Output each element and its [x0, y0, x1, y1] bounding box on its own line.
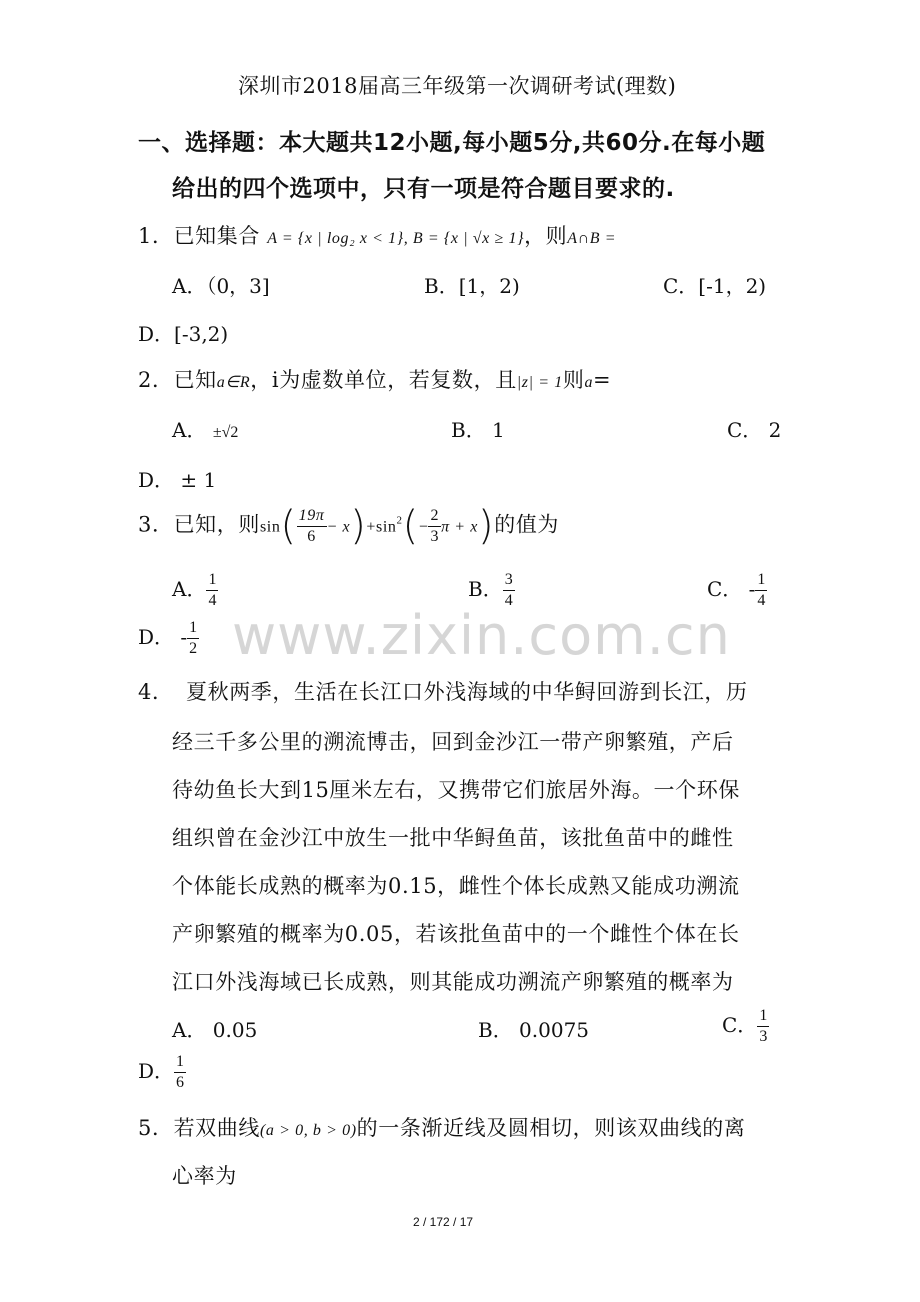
question-4-line-2: 经三千多公里的溯流博击，回到金沙江一带产卵繁殖，产后	[172, 730, 734, 754]
page-footer: 2 / 172 / 17	[413, 1215, 474, 1229]
q3-option-d	[138, 620, 199, 657]
question-2	[138, 364, 611, 394]
sin-squared-function: sin	[376, 518, 397, 536]
question-4-line-3: 待幼鱼长大到15厘米左右，又携带它们旅居外海。一个环保	[172, 778, 740, 802]
question-4-line-6: 产卵繁殖的概率为0.05，若该批鱼苗中的一个雌性个体在长	[172, 922, 740, 946]
question-4-line-7: 江口外浅海域已长成熟，则其能成功溯流产卵繁殖的概率为	[172, 970, 734, 994]
variable-a: a	[584, 374, 594, 391]
question-1	[138, 220, 616, 250]
intersection-expression: A∩B =	[567, 230, 617, 247]
q3-option-a	[172, 572, 218, 609]
negative-sign: −	[418, 518, 429, 536]
fraction: $\frac{1}{4}$	[208, 571, 217, 609]
fraction-2-over-3: $\frac{2}{3}$	[430, 506, 440, 545]
q4-option-d	[138, 1054, 186, 1091]
option-label: C．	[722, 1013, 758, 1037]
pi-plus-x: π + x	[441, 518, 479, 536]
q1-option-b: B．[1，2)	[424, 274, 520, 298]
question-text-tail: 则	[562, 368, 585, 392]
sin-function: sin	[259, 518, 281, 536]
parameter-condition: (a > 0, b > 0)	[259, 1122, 357, 1139]
question-5-line-2: 心率为	[172, 1164, 237, 1188]
fraction: $\frac{3}{4}$	[504, 571, 513, 609]
q4-option-a: A． 0.05	[172, 1018, 258, 1042]
fraction: $\frac{1}{2}$	[189, 619, 198, 657]
equals-sign: =	[593, 368, 612, 392]
q2-option-c: C． 2	[727, 418, 782, 442]
question-4-line-4: 组织曾在金沙江中放生一批中华鲟鱼苗，该批鱼苗中的雌性	[172, 826, 734, 850]
fraction: $\frac{1}{4}$	[757, 571, 766, 609]
question-4-line-1: 夏秋两季，生活在长江口外浅海域的中华鲟回游到长江，历	[186, 680, 748, 704]
question-4-number: 4．	[138, 680, 174, 704]
q1-option-c: C．[-1，2)	[663, 274, 767, 298]
option-label: B．	[468, 577, 503, 601]
question-text: 若双曲线	[173, 1116, 260, 1140]
fraction: $\frac{1}{6}$	[176, 1053, 185, 1091]
question-4-line-5: 个体能长成熟的概率为0.15，雌性个体长成熟又能成功溯流	[172, 874, 740, 898]
option-label: D．	[138, 1059, 175, 1083]
question-text: 已知，则	[173, 512, 260, 537]
question-text-tail: 的值为	[494, 512, 560, 537]
set-expression: A = {x | log₂ x < 1}, B = {x | √x ≥ 1}	[267, 230, 525, 247]
question-number: 5．	[138, 1116, 174, 1140]
option-label: D． -	[138, 625, 188, 649]
option-label: C． -	[707, 577, 756, 601]
question-3: 3．已知，则sin( $\frac{19\pi}{6}$ − $x)+\sin^2(-$ $\frac{2}{3}$ π + x)的值为	[138, 503, 560, 549]
section-header-line1: 一、选择题：本大题共12小题,每小题5分,共60分.在每小题	[138, 130, 766, 156]
plus-sign: +	[366, 518, 377, 536]
option-value: ±√2	[212, 424, 239, 441]
q1-option-a: A．（0，3]	[172, 274, 270, 298]
minus-x: − x	[326, 518, 351, 536]
q4-option-b: B． 0.0075	[478, 1018, 590, 1042]
modulus-expression: |z| = 1	[516, 374, 563, 391]
fraction-19pi-over-6: $\frac{19\pi}{6}$	[298, 506, 325, 545]
q2-option-d: D． ± 1	[138, 468, 217, 492]
question-5	[138, 1112, 745, 1142]
question-number: 3．	[138, 512, 174, 537]
document-title: 深圳市2018届高三年级第一次调研考试(理数)	[238, 74, 677, 98]
option-label: A．	[172, 418, 207, 442]
question-text-tail: ，则	[524, 224, 568, 248]
question-text: 已知集合	[173, 224, 260, 248]
q2-option-b: B． 1	[451, 418, 505, 442]
q2-option-a	[172, 414, 238, 443]
question-text: 已知	[173, 368, 217, 392]
question-number: 2．	[138, 368, 174, 392]
exponent-2: 2	[396, 514, 403, 527]
question-text-tail: 的一条渐近线及圆相切，则该双曲线的离	[356, 1116, 746, 1140]
section-header-line2: 给出的四个选项中，只有一项是符合题目要求的.	[172, 176, 675, 202]
watermark: www.zixin.com.cn	[232, 604, 731, 667]
question-number: 1．	[138, 224, 174, 248]
question-text-mid: ，i为虚数单位，若复数，且	[250, 368, 517, 392]
q1-option-d: D．[-3,2)	[138, 322, 229, 346]
q4-option-c	[722, 1008, 769, 1045]
real-condition: a∈R	[216, 374, 251, 391]
fraction: $\frac{1}{3}$	[759, 1007, 768, 1045]
option-label: A．	[172, 577, 207, 601]
